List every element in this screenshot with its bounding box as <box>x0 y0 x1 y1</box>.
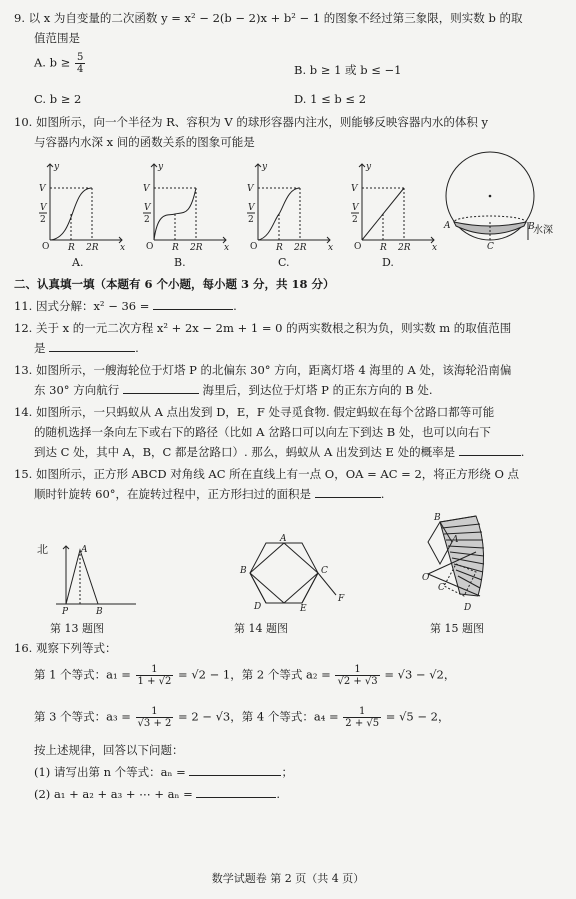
q10-option-d-label: D. <box>382 256 394 269</box>
svg-text:V: V <box>351 184 358 194</box>
q16-eq3-prefix: 第 3 个等式：a₃ = <box>34 709 131 724</box>
frac-den: √2 + √3 <box>337 676 378 687</box>
q11-text: 11. 因式分解：x² − 36 = . <box>14 299 237 313</box>
q14-line2: 的随机选择一条向左下或右下的路径（比如 A 岔路口可以向左下到达 B 处，也可以向右下 <box>34 425 491 439</box>
svg-text:2: 2 <box>248 215 254 225</box>
q14-stem-end: 到达 C 处，其中 A，B，C 都是岔路口）. 那么，蚂蚁从 A 出发到达 E 处的概率是 <box>34 445 456 459</box>
fig15-caption: 第 15 题图 <box>430 622 484 635</box>
q9-option-b: B. b ≥ 1 或 b ≤ −1 <box>294 63 402 77</box>
frac-den: 2 + √5 <box>345 718 380 729</box>
frac-den: 1 + √2 <box>137 676 172 687</box>
fig13-diagram <box>40 540 140 620</box>
q12-answer-blank[interactable] <box>49 351 135 352</box>
svg-text:C: C <box>321 566 328 576</box>
svg-text:2R: 2R <box>294 243 307 253</box>
q11-answer-blank[interactable] <box>153 309 233 310</box>
frac-num: 1 <box>136 664 174 676</box>
svg-text:C: C <box>438 583 445 593</box>
fig13-north-label: 北 <box>37 543 48 556</box>
q9-option-a-prefix: A. b ≥ <box>34 55 71 70</box>
svg-text:V: V <box>143 184 150 194</box>
q15-line1: 15. 如图所示，正方形 ABCD 对角线 AC 所在直线上有一点 O，OA = AC = 2，将正方形绕 O 点 <box>14 467 520 481</box>
q10-option-a-label: A. <box>72 256 84 269</box>
q13-line2 <box>34 382 432 398</box>
sphere-label-a: A <box>444 221 451 231</box>
svg-text:O: O <box>250 242 258 252</box>
q10-line2: 与容器内水深 x 间的函数关系的图象可能是 <box>34 135 255 149</box>
svg-text:B: B <box>434 513 441 523</box>
q10-graph-b <box>140 160 230 253</box>
q16-sub1-answer-blank[interactable] <box>189 775 281 776</box>
svg-text:2: 2 <box>144 215 150 225</box>
q14-line1: 14. 如图所示，一只蚂蚁从 A 点出发到 D，E，F 处寻觅食物. 假定蚂蚁在每个岔路口都等可能 <box>14 405 495 419</box>
q16-sub2-end: . <box>276 787 281 801</box>
q14-answer-blank[interactable] <box>459 455 521 456</box>
q10-option-b-label: B. <box>174 256 186 269</box>
q16-eq4-fraction <box>343 706 381 729</box>
svg-text:A: A <box>81 545 88 555</box>
q9-option-d: D. 1 ≤ b ≤ 2 <box>294 92 367 106</box>
svg-text:C: C <box>487 242 494 252</box>
frac-den: 4 <box>76 64 84 75</box>
svg-text:P: P <box>62 607 69 617</box>
svg-text:V: V <box>247 184 254 194</box>
q16-eq4-suffix: = √5 − 2， <box>385 709 450 724</box>
q16-eq2-suffix: = √3 − √2， <box>384 667 456 682</box>
q12-stem-end: 是 <box>34 341 46 355</box>
svg-text:y: y <box>158 162 164 172</box>
svg-text:x: x <box>328 243 334 253</box>
svg-text:B: B <box>96 607 103 617</box>
q10-graph-d <box>348 160 438 253</box>
q13-stem-a: 东 30° 方向航行 <box>34 383 120 397</box>
q16-eq1-fraction <box>136 664 174 687</box>
q16-eq-row2 <box>34 706 450 729</box>
q16-sub2-answer-blank[interactable] <box>196 797 276 798</box>
svg-text:O: O <box>354 242 362 252</box>
svg-text:O: O <box>422 573 430 583</box>
q16-eq3-fraction <box>136 706 174 729</box>
q13-line1: 13. 如图所示，一艘海轮位于灯塔 P 的北偏东 30° 方向，距离灯塔 4 海里的 A 处，该海轮沿南偏 <box>14 363 512 377</box>
frac-num: 1 <box>343 706 381 718</box>
q16-line1: 16. 观察下列等式： <box>14 641 117 655</box>
svg-text:B: B <box>528 222 535 232</box>
q16-sub1-end: ； <box>281 765 293 779</box>
q11-stem: 11. 因式分解：x² − 36 = <box>14 299 150 313</box>
q9-option-a <box>34 52 86 75</box>
q10-graph-c <box>244 160 334 253</box>
fig13-caption: 第 13 题图 <box>50 622 104 635</box>
q16-eq-row1 <box>34 664 455 687</box>
sphere-water-depth-label: 水深 <box>533 225 553 236</box>
svg-text:D: D <box>464 603 472 613</box>
q16-sub1-stem: (1) 请写出第 n 个等式：aₙ = <box>34 765 186 779</box>
frac-num: 1 <box>335 664 379 676</box>
q12-line2: 是 . <box>34 341 139 355</box>
svg-text:R: R <box>276 243 283 253</box>
svg-text:A: A <box>280 534 287 544</box>
q15-answer-blank[interactable] <box>315 497 381 498</box>
q16-eq1-suffix: = √2 − 1，第 2 个等式 a₂ = <box>178 667 331 682</box>
q16-eq2-fraction <box>335 664 379 687</box>
q10-option-c-label: C. <box>278 256 290 269</box>
fig14-diagram <box>218 535 348 615</box>
q12-line1: 12. 关于 x 的一元二次方程 x² + 2x − 2m + 1 = 0 的两实数根之积为负，则实数 m 的取值范围 <box>14 321 512 335</box>
svg-text:2: 2 <box>40 215 46 225</box>
svg-text:R: R <box>68 243 75 253</box>
frac-num: 1 <box>136 706 174 718</box>
q15-line2: 顺时针旋转 60°，在旋转过程中，正方形扫过的面积是 . <box>34 487 385 501</box>
svg-text:R: R <box>172 243 179 253</box>
q16-sub1 <box>34 764 293 780</box>
svg-text:2R: 2R <box>190 243 203 253</box>
svg-text:V: V <box>144 203 151 213</box>
q13-answer-blank[interactable] <box>123 393 199 394</box>
svg-text:V: V <box>248 203 255 213</box>
svg-text:x: x <box>432 243 438 253</box>
svg-text:x: x <box>224 243 230 253</box>
q14-line3: 到达 C 处，其中 A，B，C 都是岔路口）. 那么，蚂蚁从 A 出发到达 E 处的概率是 . <box>34 445 525 459</box>
svg-text:V: V <box>39 184 46 194</box>
frac-den: √3 + 2 <box>137 718 172 729</box>
q9-option-a-fraction <box>75 52 85 75</box>
svg-text:F: F <box>338 594 345 604</box>
svg-text:O: O <box>146 242 154 252</box>
page-footer: 数学试题卷 第 2 页（共 4 页） <box>211 872 365 885</box>
q15-stem-end: 顺时针旋转 60°，在旋转过程中，正方形扫过的面积是 <box>34 487 312 501</box>
section2-title: 二、认真填一填（本题有 6 个小题，每小题 3 分，共 18 分） <box>14 277 335 291</box>
svg-text:V: V <box>40 203 47 213</box>
svg-text:D: D <box>254 602 262 612</box>
svg-text:B: B <box>240 566 247 576</box>
svg-text:A: A <box>452 535 459 545</box>
q13-stem-b: 海里后，到达位于灯塔 P 的正东方向的 B 处. <box>202 383 433 397</box>
q9-line1: 9. 以 x 为自变量的二次函数 y = x² − 2(b − 2)x + b² − 1 的图象不经过第三象限，则实数 b 的取 <box>14 11 523 25</box>
q16-sub2 <box>34 786 280 802</box>
q9-line2: 值范围是 <box>34 31 80 45</box>
svg-text:V: V <box>352 203 359 213</box>
q10-line1: 10. 如图所示，向一个半径为 R、容积为 V 的球形容器内注水，则能够反映容器内水的体积 y <box>14 115 489 129</box>
svg-text:E: E <box>300 604 307 614</box>
fig15-diagram <box>420 512 500 612</box>
svg-text:O: O <box>42 242 50 252</box>
q16-eq3-suffix: = 2 − √3，第 4 个等式：a₄ = <box>178 709 339 724</box>
q16-instruction: 按上述规律，回答以下问题： <box>34 743 184 757</box>
svg-text:y: y <box>366 162 372 172</box>
q9-option-c: C. b ≥ 2 <box>34 92 82 106</box>
svg-text:x: x <box>120 243 126 253</box>
q16-eq1-prefix: 第 1 个等式：a₁ = <box>34 667 131 682</box>
q10-graph-a <box>36 160 126 253</box>
axis-y-label: y <box>54 162 60 172</box>
fig14-caption: 第 14 题图 <box>234 622 288 635</box>
svg-text:y: y <box>262 162 268 172</box>
q16-sub2-stem: (2) a₁ + a₂ + a₃ + ⋯ + aₙ = <box>34 787 193 801</box>
svg-text:2R: 2R <box>86 243 99 253</box>
frac-num: 5 <box>76 52 84 63</box>
svg-text:2: 2 <box>352 215 358 225</box>
svg-text:R: R <box>380 243 387 253</box>
svg-text:2R: 2R <box>398 243 411 253</box>
